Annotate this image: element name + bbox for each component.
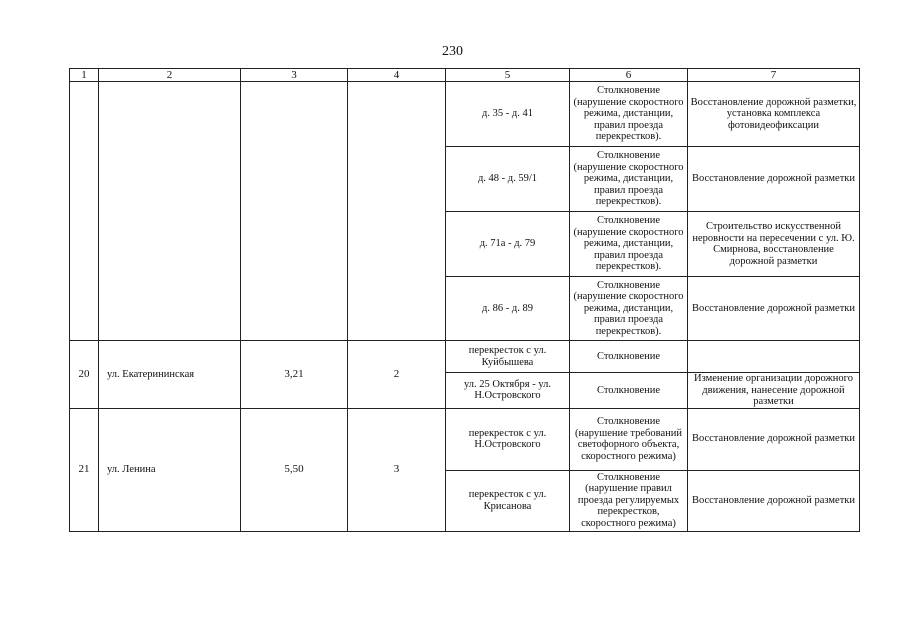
- empty-cell: [241, 82, 348, 341]
- section-cell: перекресток с ул. Н.Островского: [446, 408, 570, 470]
- row-number: 21: [70, 408, 99, 531]
- street-length: 5,50: [241, 408, 348, 531]
- accident-cell: Столкновение (нарушение скоростного режима, дистанции, правил проезда перекрестков).: [570, 277, 688, 341]
- measures-cell: [688, 341, 860, 373]
- header-cell: 5: [446, 69, 570, 82]
- accident-count: 2: [348, 341, 446, 409]
- empty-cell: [99, 82, 241, 341]
- accident-cell: Столкновение (нарушение требований светофорного объекта, скоростного режима): [570, 408, 688, 470]
- measures-cell: Строительство искусственной неровности на пересечении с ул. Ю. Смирнова, восстановление дорожной разметки: [688, 212, 860, 277]
- accident-cell: Столкновение: [570, 341, 688, 373]
- section-cell: д. 86 - д. 89: [446, 277, 570, 341]
- measures-cell: Восстановление дорожной разметки: [688, 277, 860, 341]
- table-row: [70, 82, 860, 147]
- measures-cell: Восстановление дорожной разметки: [688, 147, 860, 212]
- accident-table: [69, 68, 860, 532]
- header-row: [70, 69, 860, 82]
- section-cell: перекресток с ул. Куйбышева: [446, 341, 570, 373]
- street-length: 3,21: [241, 341, 348, 409]
- table-row: [70, 341, 860, 373]
- header-cell: 3: [241, 69, 348, 82]
- empty-cell: [70, 82, 99, 341]
- measures-cell: Восстановление дорожной разметки, установка комплекса фотовидеофиксации: [688, 82, 860, 147]
- street-name: ул. Ленина: [99, 408, 241, 531]
- street-name: ул. Екатерининская: [99, 341, 241, 409]
- section-cell: д. 35 - д. 41: [446, 82, 570, 147]
- table-row: [70, 408, 860, 470]
- measures-cell: Изменение организации дорожного движения, нанесение дорожной разметки: [688, 373, 860, 409]
- accident-cell: Столкновение (нарушение скоростного режима, дистанции, правил проезда перекрестков).: [570, 147, 688, 212]
- accident-cell: Столкновение (нарушение правил проезда регулируемых перекрестков, скоростного режима): [570, 470, 688, 531]
- section-cell: д. 48 - д. 59/1: [446, 147, 570, 212]
- section-cell: д. 71а - д. 79: [446, 212, 570, 277]
- header-cell: 6: [570, 69, 688, 82]
- section-cell: ул. 25 Октября - ул. Н.Островского: [446, 373, 570, 409]
- accident-cell: Столкновение: [570, 373, 688, 409]
- header-cell: 1: [70, 69, 99, 82]
- empty-cell: [348, 82, 446, 341]
- measures-cell: Восстановление дорожной разметки: [688, 408, 860, 470]
- measures-cell: Восстановление дорожной разметки: [688, 470, 860, 531]
- header-cell: 4: [348, 69, 446, 82]
- page-number: 230: [442, 44, 463, 59]
- accident-cell: Столкновение (нарушение скоростного режима, дистанции, правил проезда перекрестков).: [570, 82, 688, 147]
- accident-cell: Столкновение (нарушение скоростного режима, дистанции, правил проезда перекрестков).: [570, 212, 688, 277]
- row-number: 20: [70, 341, 99, 409]
- header-cell: 2: [99, 69, 241, 82]
- accident-count: 3: [348, 408, 446, 531]
- header-cell: 7: [688, 69, 860, 82]
- section-cell: перекресток с ул. Крисанова: [446, 470, 570, 531]
